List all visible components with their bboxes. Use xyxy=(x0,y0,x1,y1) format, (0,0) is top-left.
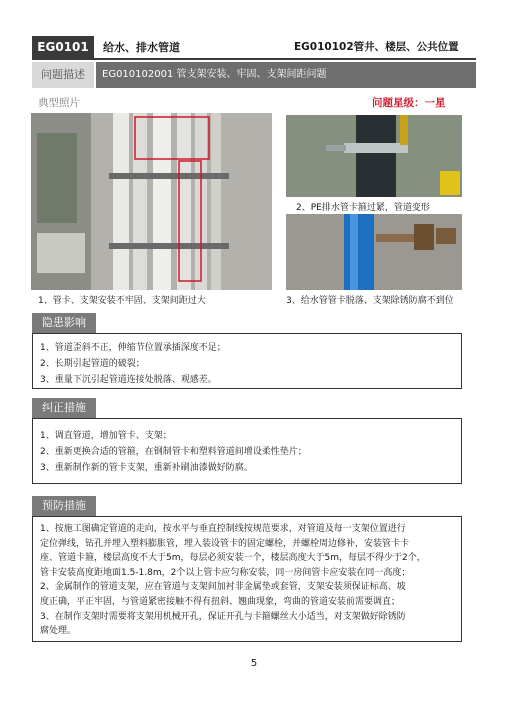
photo-caption-1: 1、管卡、支架安装不牢固、支架间距过大 xyxy=(38,296,206,306)
hazard-item: 3、重量下沉引起管道连接处脱落、观感差。 xyxy=(40,375,217,385)
document-subtitle: EG010102管井、楼层、公共位置 xyxy=(294,41,459,53)
photo-water-pipe-clamp xyxy=(286,214,462,290)
correction-item: 3、重新制作新的管卡支架，重新补刷油漆做好防腐。 xyxy=(40,463,253,473)
prevention-line: 1、按施工图确定管道的走向，按水平与垂直控制线按规范要求，对管道及每一支架位置进行 xyxy=(40,524,406,534)
prevention-line: 2、金属制作的管道支架，应在管道与支架间加衬非金属垫或套管，支架安装须保证标高、坡 xyxy=(40,582,406,593)
problem-label: 问题描述 xyxy=(32,62,94,88)
hazards-box xyxy=(32,333,462,389)
prevention-tab: 预防措施 xyxy=(32,496,96,516)
header-divider xyxy=(32,58,476,60)
correction-item: 2、重新更换合适的管箍，在钢制管卡和塑料管道间增设柔性垫片； xyxy=(40,447,307,457)
photos-label: 典型照片 xyxy=(38,97,80,109)
problem-rating: 问题星级：一星 xyxy=(372,97,446,109)
corrections-box xyxy=(32,418,462,484)
hazard-item: 2、长期引起管道的破裂； xyxy=(40,359,145,369)
photo-pe-drain-clamp xyxy=(286,115,462,197)
document-title: 给水、排水管道 xyxy=(103,41,180,54)
prevention-line: 管卡安装高度距地面1.5-1.8m，2个以上管卡应匀称安装，同一房间管卡应安装在同一高度； xyxy=(40,567,411,578)
photo-caption-2: 2、PE排水管卡箍过紧，管道变形 xyxy=(296,203,430,213)
prevention-line: 3、在制作支架时需要将支架用机械开孔，保证开孔与卡箍螺丝大小适当，对支架做好除锈防 xyxy=(40,611,406,622)
prevention-line: 座、管道卡箍，楼层高度不大于5m，每层必须安装一个，楼层高度大于5m，每层不得少于2个， xyxy=(40,553,426,564)
prevention-box xyxy=(32,516,462,642)
photo-water-pipe-clamp-image xyxy=(286,214,462,290)
problem-text: EG010102001 管支架安装、牢固、支架间距问题 xyxy=(96,62,476,88)
corrections-tab: 纠正措施 xyxy=(32,398,96,418)
document-code: EG0101 xyxy=(32,36,94,58)
prevention-line: 度正确，平正牢固，与管道紧密接触不得有扭斜、翘曲现象，弯曲的管道安装前需要调直； xyxy=(40,596,401,607)
photo-caption-3: 3、给水管管卡脱落、支架除锈防腐不到位 xyxy=(286,296,454,306)
photo-pipe-supports xyxy=(31,113,272,290)
photo-pe-drain-clamp-image xyxy=(286,115,462,197)
prevention-line: 腐处理。 xyxy=(40,626,77,637)
hazard-item: 1、管道歪斜不正，伸缩节位置承插深度不足； xyxy=(40,343,226,353)
prevention-line: 定位弹线，钻孔并埋入塑料膨胀管，埋入装设管卡的固定螺栓，并螺栓周边修补，安装管卡卡 xyxy=(40,538,410,549)
page-number: 5 xyxy=(250,658,258,669)
correction-item: 1、调直管道，增加管卡、支架； xyxy=(40,431,172,441)
hazards-tab: 隐患影响 xyxy=(32,313,96,333)
photo-pipe-supports-image xyxy=(31,113,272,290)
